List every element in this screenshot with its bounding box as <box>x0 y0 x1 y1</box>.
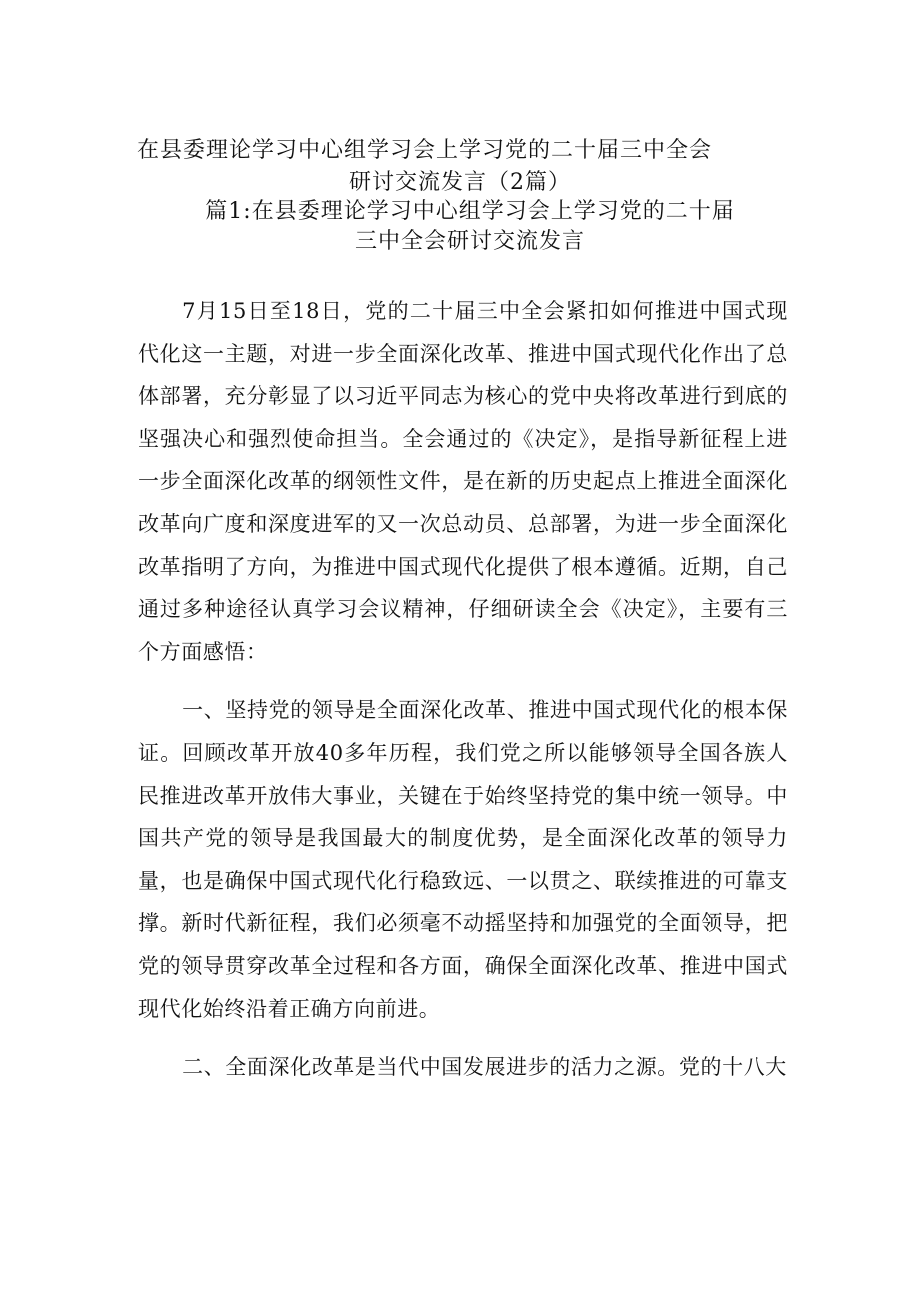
paragraph-point-1: 一、坚持党的领导是全面深化改革、推进中国式现代化的根本保证。回顾改革开放40多年历程，我们党之所以能够领导全国各族人民推进改革开放伟大事业，关键在于始终坚持党的集中统一领导。中国共产党的领导是我国最大的制度优势，是全面深化改革的领导力量，也是确保中国式现代化行稳致远、一以贯之、联续推进的可靠支撑。新时代新征程，我们必须毫不动摇坚持和加强党的全面领导，把党的领导贯穿改革全过程和各方面，确保全面深化改革、推进中国式现代化始终沿着正确方向前进。 <box>138 698 788 1021</box>
document-title-line-1: 在县委理论学习中心组学习会上学习党的二十届三中全会 <box>137 138 713 163</box>
article-subtitle: 篇1:在县委理论学习中心组学习会上学习党的二十届三中全会研讨交流发言 <box>205 199 735 254</box>
document-title-line-2: 研讨交流发言（2篇） <box>349 170 571 195</box>
paragraph-intro: 7月15日至18日，党的二十届三中全会紧扣如何推进中国式现代化这一主题，对进一步全面深化改革、推进中国式现代化作出了总体部署，充分彰显了以习近平同志为核心的党中央将改革进行到底的坚强决心和强烈使命担当。全会通过的《决定》，是指导新征程上进一步全面深化改革的纲领性文件，是在新的历史起点上推进全面深化改革向广度和深度进军的又一次总动员、总部署，为进一步全面深化改革指明了方向，为推进中国式现代化提供了根本遵循。近期，自己通过多种途径认真学习会议精神，仔细研读全会《决定》，主要有三个方面感悟： <box>138 299 788 664</box>
article-body <box>138 290 788 1089</box>
paragraph-point-2: 二、全面深化改革是当代中国发展进步的活力之源。党的十八大 <box>182 1055 787 1080</box>
